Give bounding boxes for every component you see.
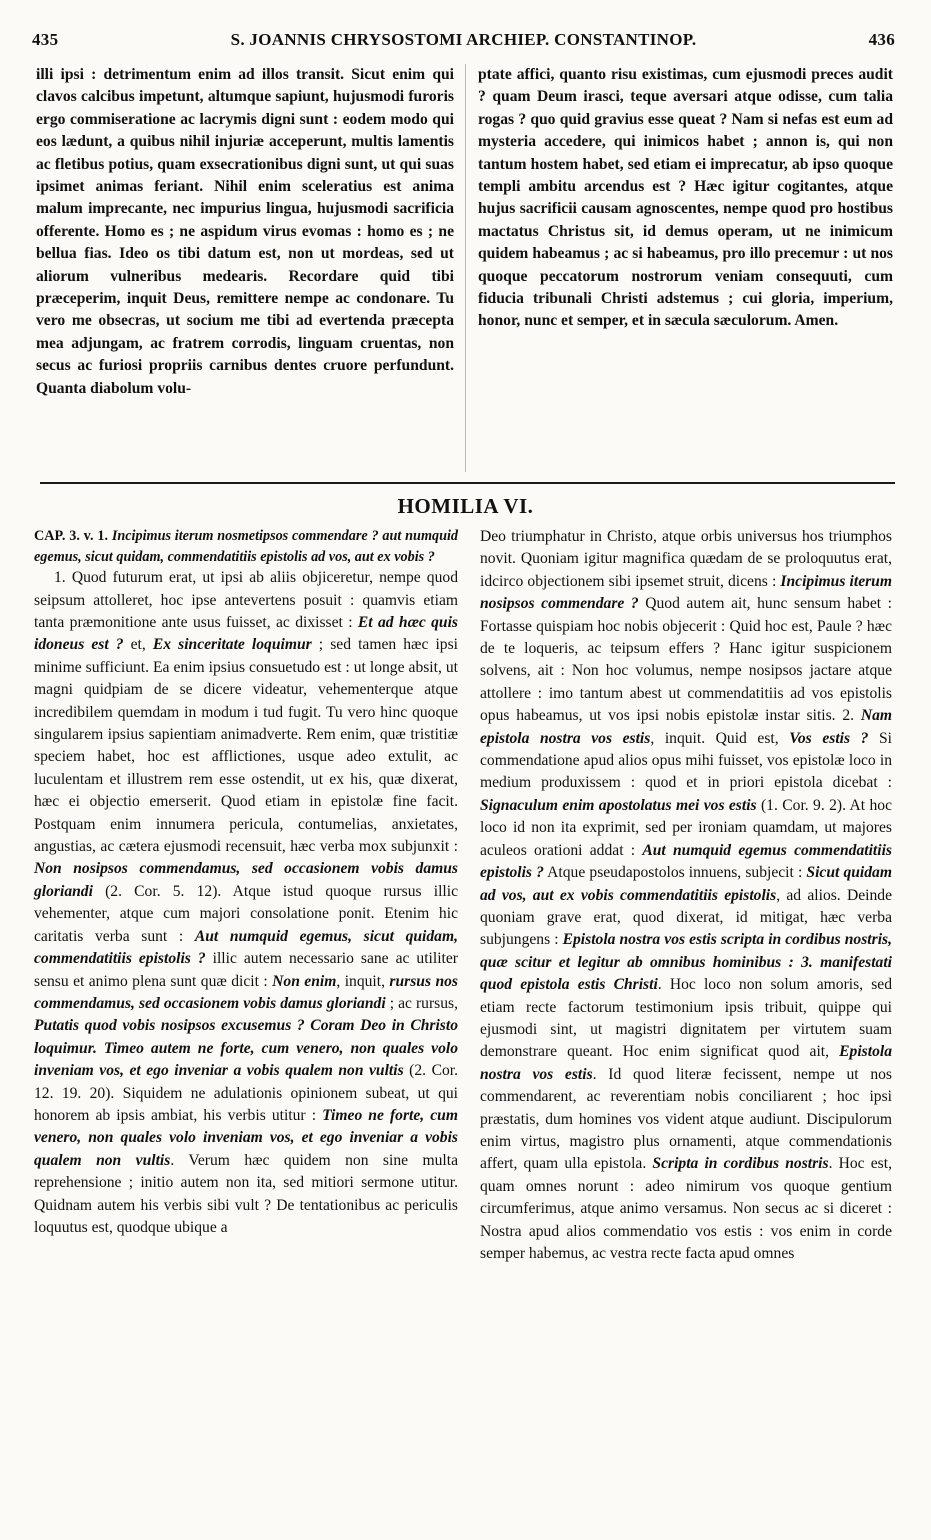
text-run: , inquit. Quid est, [650, 729, 790, 747]
top-left-column [36, 64, 454, 400]
column-gutter-rule [465, 64, 466, 472]
chapter-verse-text: Incipimus iterum nosmetipsos commendare ? aut numquid egemus, sicut quidam, commendatitiis epistolis ad vos, aut ex vobis ? [34, 528, 458, 565]
text-run: Atque pseudapostolos innuens, subjecit : [543, 864, 807, 882]
italic-quotation: Incipimus iterum nosipsos commendare ? [480, 572, 892, 613]
italic-quotation: Scripta in cordibus nostris [652, 1155, 829, 1173]
text-run: (2. Cor. 12. 19. 20). Siquidem ne adulationis opinionem subeat, ut qui honorem ab ipsis ambiat, his verbis utitur : [34, 1062, 458, 1124]
text-run: (1. Cor. 9. 2). At hoc loco id non ita exprimit, sed per ironiam quamdam, ut majores aculeos orationi addat : [480, 796, 892, 859]
text-run: . Verum hæc quidem non sine multa reprehensione ; initio autem non ita, sed mitiori sermone utitur. Quidnam autem his verbis sibi vult ? De tentationibus ac periculis loquutus est, quodque ubique a [34, 1151, 458, 1236]
text-run: 1. Quod futurum erat, ut ipsi ab aliis objiceretur, nempe quod seipsum attolleret, hoc ipse antevertens posuit : quamvis etiam tanta præmonitione ante usus fuisset, ac dixisset : [34, 569, 458, 631]
top-left-text: illi ipsi : detrimentum enim ad illos transit. Sicut enim qui clavos calcibus impetunt, altumque sapiunt, hujusmodi furoris ergo commiseratione ac lacrymis digni sunt : eodem modo qui eos lædunt, a quibus nihil injuriæ acceperunt, multis lamentis ac fletibus potius, quam exsecrationibus digni sunt, ut qui suas ipsimet animas feriant. Nihil enim sceleratius est anima malum imprecante, nec impurius lingua, hujusmodi sacrificia offerente. Homo es ; ne aspidum virus evomas : homo es ; ne bellua fias. Ideo os tibi datum est, non ut mordeas, sed ut aliorum vulneribus medearis. Recordare quid tibi præceperim, inquit Deus, remittere nempe ac condonare. Tu vero me obsecras, ut socium me tibi ad evertenda præcepta mea adjungam, ac fratrem corrodis, linguam cruentas, non secus ac furiosi propriis carnibus dentes cruore perfundunt. Quanta diabolum volu- [36, 66, 454, 397]
italic-quotation: Ex sinceritate loquimur [152, 636, 312, 654]
bottom-left-column [34, 526, 458, 1239]
page-number-left: 435 [32, 30, 59, 49]
top-right-text: ptate affici, quanto risu existimas, cum ejusmodi preces audit ? quam Deum irasci, teque aversari atque odisse, cum talia rogas ? quo quid gravius esse queat ? Nam si nefas est eum ad mysteria accedere, qui inimicos habet ; annon is, qui non tantum hostem habet, sed etiam ei imprecatur, ab ipso quoque templi ambitu arcendus est ? Hæc igitur cogitantes, atque hujus sacrificii causam agnoscentes, nempe quod pro hostibus mactatus Christus sit, id demus operam, ut ne inimicum quidem habeamus ; ac si habeamus, pro illo precemur : ut nos quoque peccatorum nostrorum veniam consequuti, cum fiducia tribunali Christi adstemus ; cui gloria, imperium, honor, nunc et semper, et in sæcula sæculorum. Amen. [478, 66, 893, 330]
bottom-right-paragraph [480, 526, 892, 1265]
italic-quotation: Timeo ne forte, cum venero, non quales volo inveniam vos, et ego inveniar a vobis qualem non vultis [34, 1106, 458, 1169]
italic-quotation: Et ad hæc quis idoneus est ? [34, 614, 458, 654]
italic-quotation: Epistola nostra vos estis [480, 1043, 892, 1083]
page-number-right: 436 [868, 30, 895, 49]
italic-quotation: Epistola nostra vos estis scripta in cordibus nostris, quæ scitur et legitur ab omnibus hominibus : 3. manifestati quod epistola estis Christi [480, 931, 892, 994]
italic-quotation: rursus nos commendamus, sed occasionem vobis damus gloriandi [34, 972, 458, 1012]
text-run: ; ac rursus, [385, 994, 459, 1012]
text-run: (2. Cor. 5. 12). Atque istud quoque rursus illic vehementer, atque cum majori consolatione ponit. Etenim hic caritatis verba sunt : [34, 882, 458, 945]
chapter-ref: CAP. 3. v. 1. [34, 528, 109, 544]
italic-quotation: Aut numquid egemus, sicut quidam, commendatitiis epistolis ? [34, 927, 459, 968]
text-run: . Hoc est, quam omnes norunt : adeo nimirum vos quoque gentium circumferimus, atque animo versamus. Non secus ac si diceret : Nostra apud alios commendatio vos estis : vos enim in corde semper habemus, ac vestra recte facta apud omnes [480, 1155, 892, 1262]
text-run: Deo triumphatur in Christo, atque orbis universus hos triumphos novit. Quoniam igitur magnifica quædam de se proloquutus erat, idcirco objectionem sibi ipsemet struit, dicens : [480, 528, 892, 590]
text-run: . Hoc loco non solum amoris, sed etiam recte factorum testimonium ipsis tribuit, quippe qui ejusmodi sint, ut magistri dignitatem per virtutem suam demonstrare queant. Hoc enim significat quod ait, [480, 976, 892, 1061]
italic-quotation: Non enim [272, 972, 337, 990]
section-divider-rule [40, 482, 895, 484]
italic-quotation: Nam epistola nostra vos estis [480, 707, 892, 747]
text-run: Si commendatione apud alios opus mihi fuisset, vos epistolæ loco in medium produxissem : quod et in priori epistola dicebat : [480, 729, 892, 792]
italic-quotation: Vos estis ? [789, 729, 869, 747]
homily-title: HOMILIA VI. [397, 494, 534, 518]
italic-quotation: Non nosipsos commendamus, sed occasionem vobis damus gloriandi [34, 860, 458, 900]
text-run: Quod autem ait, hunc sensum habet : Fortasse quispiam hoc nobis objecerit : Quid hoc est, Paule ? hæc de te loqueris, ac teipsum effers ? Hanc igitur suspicionem solvens, ait : Non hoc volumus, nempe nosipsos jactare atque attollere : imo tantum abest ut commendatitiis ad vos epistolis opus habeamus, ut vos ipsi nobis epistolæ instar sitis. 2. [480, 595, 892, 725]
text-run: , inquit, [336, 972, 390, 990]
text-run: ; sed tamen hæc ipsi minime sufficiunt. Ea enim ipsius consuetudo est : ut longe absit, ut magni quidpiam de se dicere videatur, vehementerque atque incredibilem quemdam in modum i tud fugit. Tu vero hinc quoque singularem ipsius sapientiam animadverte. Rem enim, quæ tristitiæ speciem habet, hoc est afflictiones, usque adeo extulit, ac luculentam et illustrem rem esse ostendit, ut ex his, quæ dixerat, hæc ei objectio emerserit. Quod etiam in epistolæ fine facit. Postquam enim innumera pericula, contumelias, anxietates, angustias, ac cætera ejusmodi recensuit, hæc verba mox subjunxit : [34, 636, 458, 856]
bottom-left-paragraph [34, 567, 458, 1239]
italic-quotation: Signaculum enim apostolatus mei vos estis [480, 796, 757, 814]
text-run: , ad alios. Deinde quoniam grave erat, quod dixerat, id mitigat, hæc verba subjungens : [480, 886, 892, 949]
chapter-head [34, 526, 458, 567]
italic-quotation: Putatis quod vobis nosipsos excusemus ? Coram Deo in Christo loquimur. Timeo autem ne forte, cum venero, non quales volo inveniam vos, et ego inveniar a vobis qualem non vultis [34, 1017, 458, 1080]
italic-quotation: Aut numquid egemus commendatitiis epistolis ? [480, 841, 892, 882]
italic-quotation: Sicut quidam ad vos, aut ex vobis commendatitiis epistolis [480, 864, 892, 904]
bottom-right-column [480, 526, 892, 1265]
text-run: . Id quod literæ fecissent, nempe ut nos commendarent, ac reverentiam nobis conciliarent ; hoc ipsi præstatis, dum homines vos vident atque audiunt. Discipulorum enim virtus, magistro plus ornamenti, atque commendationis affert, quam ulla epistola. [480, 1065, 892, 1173]
text-run: illic autem necessario sane ac utiliter sensu et animo plena sunt quæ dicit : [34, 950, 458, 990]
running-head [32, 30, 895, 56]
text-run: et, [123, 636, 153, 654]
running-title: S. JOANNIS CHRYSOSTOMI ARCHIEP. CONSTANTINOP. [230, 30, 697, 49]
top-right-column [478, 64, 893, 333]
